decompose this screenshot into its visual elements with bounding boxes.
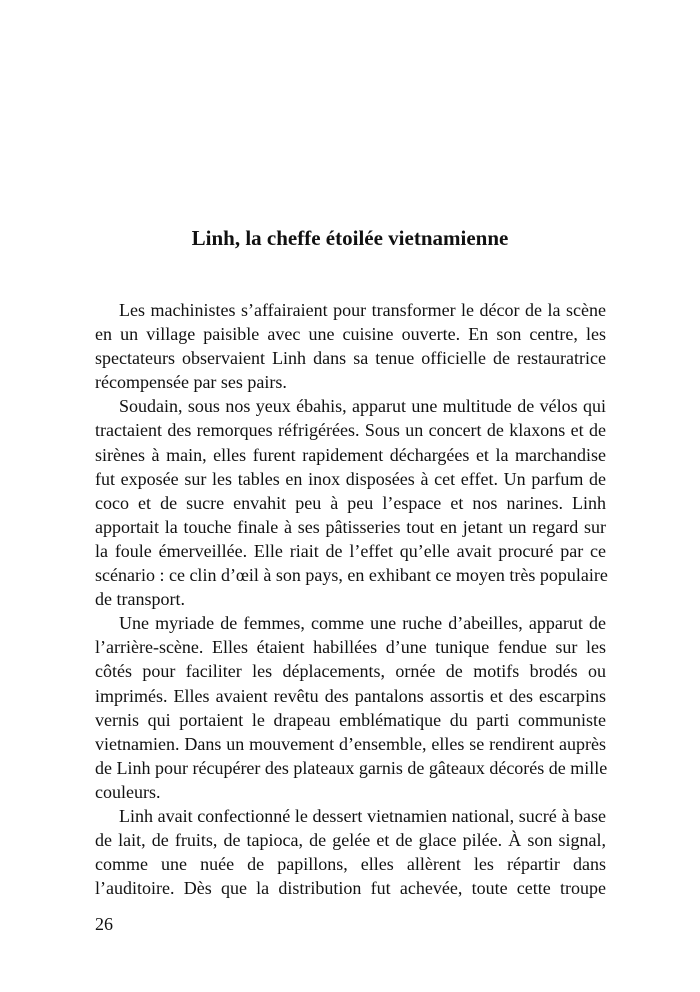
- text-line: Les machinistes s’affairaient pour transformer le décor de la scène: [119, 300, 606, 320]
- text-line: fut exposée sur les tables en inox disposées à cet effet. Un parfum de: [95, 468, 606, 489]
- text-line: côtés pour faciliter les déplacements, ornée de motifs brodés ou: [95, 661, 606, 682]
- paragraph: [95, 394, 606, 611]
- text-line: Soudain, sous nos yeux ébahis, apparut une multitude de vélos qui: [119, 396, 606, 417]
- text-line: Une myriade de femmes, comme une ruche d’abeilles, apparut de: [119, 613, 606, 634]
- text-line: récompensée par ses pairs.: [95, 372, 287, 393]
- chapter-title: Linh, la cheffe étoilée vietnamienne: [191, 226, 509, 250]
- text-line: scénario : ce clin d’œil à son pays, en exhibant ce moyen très populaire: [95, 565, 608, 586]
- text-line: sirènes à main, elles furent rapidement déchargées et la marchandise: [95, 444, 606, 465]
- text-line: de Linh pour récupérer des plateaux garnis de gâteaux décorés de mille: [95, 757, 608, 778]
- text-line: l’arrière-scène. Elles étaient habillées d’une tunique fendue sur les: [95, 637, 606, 658]
- text-line: vernis qui portaient le drapeau emblématique du parti communiste: [95, 709, 606, 730]
- paragraph: [95, 611, 606, 804]
- text-line: la foule émerveillée. Elle riait de l’effet qu’elle avait procuré par ce: [95, 540, 606, 561]
- text-line: comme une nuée de papillons, elles allèrent les répartir dans: [95, 854, 606, 875]
- text-line: tractaient des remorques réfrigérées. Sous un concert de klaxons et de: [95, 420, 606, 441]
- text-line: couleurs.: [95, 781, 161, 802]
- page-number: 26: [95, 914, 113, 934]
- text-line: spectateurs observaient Linh dans sa tenue officielle de restauratrice: [95, 348, 606, 369]
- text-line: l’auditoire. Dès que la distribution fut achevée, toute cette troupe: [95, 878, 606, 899]
- body-text: [95, 298, 606, 900]
- text-line: Linh avait confectionné le dessert vietnamien national, sucré à base: [119, 805, 606, 826]
- text-line: de transport.: [95, 589, 185, 610]
- text-line: imprimés. Elles avaient revêtu des pantalons assortis et des escarpins: [95, 685, 606, 706]
- text-line: en un village paisible avec une cuisine ouverte. En son centre, les: [95, 324, 606, 345]
- text-line: apportait la touche finale à ses pâtisseries tout en jetant un regard sur: [95, 516, 606, 537]
- paragraph: [95, 804, 606, 900]
- paragraph: [95, 298, 606, 394]
- text-line: coco et de sucre envahit peu à peu l’espace et nos narines. Linh: [95, 492, 606, 513]
- text-line: vietnamien. Dans un mouvement d’ensemble, elles se rendirent auprès: [95, 733, 606, 754]
- text-line: de lait, de fruits, de tapioca, de gelée et de glace pilée. À son signal,: [95, 830, 606, 851]
